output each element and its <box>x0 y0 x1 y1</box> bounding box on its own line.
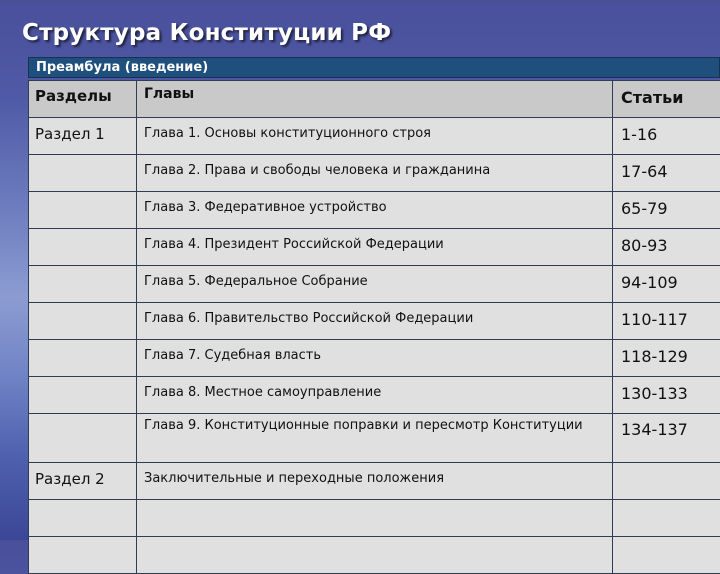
table-row <box>29 537 720 574</box>
chapter-cell: Заключительные и переходные положения <box>137 463 613 500</box>
chapter-cell: Глава 4. Президент Российской Федерации <box>137 229 613 266</box>
section-cell <box>29 266 137 303</box>
table-row <box>29 303 720 340</box>
articles-cell: 110-117 <box>613 303 720 340</box>
articles-cell: 1-16 <box>613 118 720 155</box>
header-chapters: Главы <box>137 81 613 118</box>
chapter-cell: Глава 6. Правительство Российской Федерации <box>137 303 613 340</box>
articles-cell <box>613 537 720 574</box>
header-sections: Разделы <box>29 81 137 118</box>
table-row <box>29 463 720 500</box>
articles-cell <box>613 500 720 537</box>
articles-cell: 17-64 <box>613 155 720 192</box>
page-title: Структура Конституции РФ <box>22 20 391 46</box>
table-row <box>29 229 720 266</box>
constitution-table <box>28 80 720 574</box>
articles-cell: 134-137 <box>613 414 720 463</box>
section-cell <box>29 500 137 537</box>
table-row <box>29 414 720 463</box>
chapter-cell: Глава 9. Конституционные поправки и пересмотр Конституции <box>137 414 613 463</box>
table-row <box>29 266 720 303</box>
chapter-cell: Глава 5. Федеральное Собрание <box>137 266 613 303</box>
section-cell <box>29 340 137 377</box>
section-cell <box>29 377 137 414</box>
chapter-cell: Глава 7. Судебная власть <box>137 340 613 377</box>
section-cell <box>29 155 137 192</box>
table-row <box>29 500 720 537</box>
articles-cell: 130-133 <box>613 377 720 414</box>
articles-cell: 118-129 <box>613 340 720 377</box>
section-cell: Раздел 2 <box>29 463 137 500</box>
chapter-cell <box>137 500 613 537</box>
chapter-cell: Глава 3. Федеративное устройство <box>137 192 613 229</box>
section-cell <box>29 192 137 229</box>
table-row <box>29 377 720 414</box>
articles-cell <box>613 463 720 500</box>
preamble-header: Преамбула (введение) <box>28 57 720 78</box>
section-cell <box>29 537 137 574</box>
table-row <box>29 192 720 229</box>
articles-cell: 80-93 <box>613 229 720 266</box>
section-cell <box>29 229 137 266</box>
section-cell <box>29 414 137 463</box>
chapter-cell: Глава 8. Местное самоуправление <box>137 377 613 414</box>
chapter-cell: Глава 1. Основы конституционного строя <box>137 118 613 155</box>
table-header-row <box>29 81 720 118</box>
table-row <box>29 340 720 377</box>
table-row <box>29 155 720 192</box>
chapter-cell: Глава 2. Права и свободы человека и гражданина <box>137 155 613 192</box>
articles-cell: 65-79 <box>613 192 720 229</box>
section-cell: Раздел 1 <box>29 118 137 155</box>
table-row <box>29 118 720 155</box>
header-articles: Статьи <box>613 81 720 118</box>
chapter-cell <box>137 537 613 574</box>
section-cell <box>29 303 137 340</box>
articles-cell: 94-109 <box>613 266 720 303</box>
